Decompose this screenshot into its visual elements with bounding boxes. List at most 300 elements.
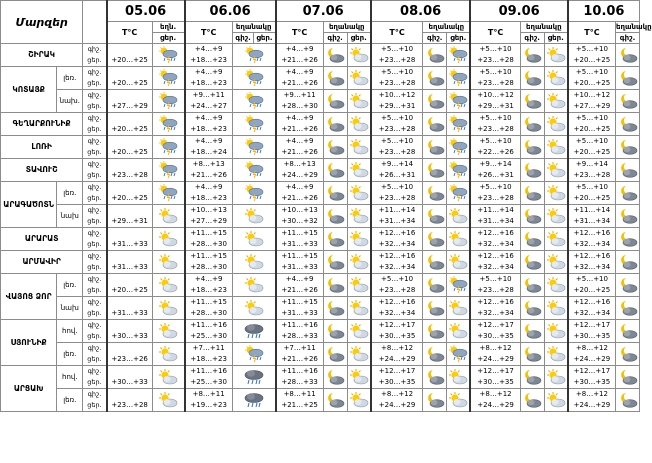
temp-cell (276, 182, 324, 205)
moon-cloud-icon (520, 228, 544, 251)
moon-cloud-icon (616, 67, 640, 90)
temp-day: +20…+25 (573, 125, 611, 133)
temp-day: +30…+33 (111, 378, 148, 386)
temp-night: +12…+16 (477, 229, 514, 237)
sun-cloud-icon (232, 251, 275, 274)
rain-cloud-icon (232, 389, 275, 412)
temp-night: +9…+11 (192, 91, 225, 99)
sun-cloud-icon (347, 297, 371, 320)
temp-night (108, 297, 152, 308)
temp-night: +11…+16 (190, 367, 227, 375)
temp-day: +21…+26 (190, 171, 227, 179)
temp-night: +9…+11 (283, 91, 316, 99)
temp-day: +30…+33 (111, 332, 148, 340)
sun-thunder-rain-icon (232, 90, 275, 113)
temp-day: +31…+33 (281, 263, 318, 271)
temp-day: +31…+34 (573, 217, 611, 225)
period-label: գիշ. (323, 33, 347, 44)
period-day: ցեր. (87, 56, 102, 64)
temp-day: +20…+25 (111, 56, 148, 64)
temp-cell (568, 297, 616, 320)
region-name: ԳԵՂԱՐՔՈՒՆԻՔ (1, 113, 83, 136)
temp-cell (107, 251, 152, 274)
temp-cell (276, 297, 324, 320)
temp-night: +4…+9 (285, 68, 314, 76)
moon-cloud-icon (616, 113, 640, 136)
temp-night (108, 44, 152, 55)
period-cell (83, 251, 107, 274)
subregion-label: նախ (57, 205, 83, 228)
temp-night (108, 205, 152, 216)
period-label: ցեր. (347, 33, 371, 44)
temp-day: +19…+23 (190, 401, 227, 409)
subregion-label: հով. (57, 366, 83, 389)
temp-night: +12…+16 (378, 252, 416, 260)
temp-day: +21…+25 (281, 401, 318, 409)
period-cell (83, 67, 107, 90)
temp-day: +32…+34 (573, 263, 611, 271)
temp-cell (107, 136, 152, 159)
temp-cell (185, 320, 233, 343)
temp-cell (568, 320, 616, 343)
temp-cell (470, 228, 520, 251)
table-row (1, 389, 640, 412)
temp-cell (185, 90, 233, 113)
temp-cell (470, 251, 520, 274)
period-cell (83, 274, 107, 297)
moon-cloud-icon (520, 251, 544, 274)
period-cell (83, 113, 107, 136)
temp-night: +4…+9 (194, 183, 223, 191)
moon-cloud-icon (616, 297, 640, 320)
sun-thunder-rain-icon (152, 113, 184, 136)
moon-cloud-icon (520, 90, 544, 113)
temp-cell (371, 320, 423, 343)
temp-night (108, 366, 152, 377)
sun-thunder-rain-icon (232, 343, 275, 366)
temp-cell (470, 90, 520, 113)
temp-night: +12…+16 (573, 298, 611, 306)
temp-day: +23…+28 (477, 79, 514, 87)
temp-day: +31…+33 (281, 309, 318, 317)
region-name: ՍՅՈՒՆԻՔ (1, 320, 57, 366)
temp-cell (371, 182, 423, 205)
period-day: ցեր. (87, 309, 102, 317)
temp-night: +5…+10 (575, 68, 608, 76)
table-row (1, 182, 640, 205)
moon-cloud-icon (520, 113, 544, 136)
sun-thunder-rain-icon (232, 182, 275, 205)
date-header: 09.06 (470, 1, 567, 22)
temp-cell (470, 320, 520, 343)
temp-day: +30…+35 (378, 332, 416, 340)
moon-cloud-icon (423, 90, 447, 113)
table-row (1, 297, 640, 320)
temp-night (108, 228, 152, 239)
period-cell (83, 389, 107, 412)
moon-cloud-icon (520, 44, 544, 67)
temp-night: +11…+15 (281, 229, 318, 237)
temp-night: +4…+9 (285, 45, 314, 53)
table-row (1, 113, 640, 136)
temp-cell (371, 113, 423, 136)
temp-day: +24…+29 (477, 355, 514, 363)
temp-cell (470, 366, 520, 389)
sun-thunder-rain-icon (232, 113, 275, 136)
period-night: գիշ. (87, 298, 102, 306)
moon-cloud-icon (323, 90, 347, 113)
sun-cloud-icon (232, 205, 275, 228)
period-night: գիշ. (87, 229, 102, 237)
moon-cloud-icon (423, 136, 447, 159)
sun-cloud-icon (152, 205, 184, 228)
temp-cell (276, 159, 324, 182)
moon-cloud-icon (423, 343, 447, 366)
temp-cell (371, 274, 423, 297)
temp-day: +21…+26 (281, 56, 318, 64)
temp-night: +5…+10 (479, 45, 512, 53)
table-row (1, 343, 640, 366)
sun-cloud-icon (544, 44, 568, 67)
region-name: ԼՈՌԻ (1, 136, 83, 159)
sun-cloud-icon (544, 67, 568, 90)
temp-night: +8…+11 (283, 390, 316, 398)
sun-cloud-icon (347, 159, 371, 182)
date-header: 06.06 (185, 1, 276, 22)
temp-cell (276, 366, 324, 389)
temp-cell (185, 297, 233, 320)
temp-day: +21…+26 (281, 355, 318, 363)
period-cell (83, 366, 107, 389)
temp-night: +12…+16 (573, 229, 611, 237)
sun-cloud-icon (544, 205, 568, 228)
temp-day: +28…+33 (281, 332, 318, 340)
period-night: գիշ. (87, 321, 102, 329)
moon-cloud-icon (520, 182, 544, 205)
sun-cloud-icon (544, 366, 568, 389)
temp-night: +5…+10 (575, 114, 608, 122)
temp-cell (371, 343, 423, 366)
temp-day: +18…+23 (190, 194, 227, 202)
temp-cell (371, 366, 423, 389)
weather-header: եղանակը (232, 22, 275, 33)
temp-day: +20…+25 (111, 125, 148, 133)
temp-night: +5…+10 (381, 137, 414, 145)
moon-cloud-icon (616, 44, 640, 67)
temp-day: +30…+35 (573, 332, 611, 340)
table-row (1, 44, 640, 67)
period-day: ցեր. (87, 148, 102, 156)
temp-night: +5…+10 (381, 114, 414, 122)
date-header: 10.06 (568, 1, 640, 22)
sun-cloud-icon (544, 320, 568, 343)
sun-cloud-icon (447, 251, 471, 274)
temp-day: +18…+23 (190, 79, 227, 87)
temp-cell (470, 182, 520, 205)
period-night: գիշ. (87, 275, 102, 283)
temp-cell (470, 274, 520, 297)
temp-day: +20…+25 (111, 194, 148, 202)
sun-cloud-icon (544, 274, 568, 297)
temp-cell (276, 90, 324, 113)
temp-day: +30…+35 (477, 378, 514, 386)
moon-cloud-icon (423, 67, 447, 90)
sun-cloud-icon (544, 389, 568, 412)
temp-night: +11…+16 (281, 367, 318, 375)
period-day: ցեր. (87, 125, 102, 133)
moon-cloud-icon (616, 228, 640, 251)
temp-night: +4…+9 (194, 68, 223, 76)
temp-night (108, 274, 152, 285)
period-cell (83, 90, 107, 113)
moon-cloud-icon (520, 320, 544, 343)
period-cell (83, 159, 107, 182)
sun-cloud-icon (347, 343, 371, 366)
temp-day: +24…+29 (573, 355, 611, 363)
sun-cloud-icon (347, 274, 371, 297)
table-row (1, 90, 640, 113)
temp-night: +5…+10 (381, 68, 414, 76)
temp-cell (568, 274, 616, 297)
temp-cell (185, 67, 233, 90)
temp-night: +10…+13 (190, 206, 227, 214)
sun-cloud-icon (152, 320, 184, 343)
temp-night: +5…+10 (381, 275, 414, 283)
period-night: գիշ. (87, 137, 102, 145)
period-day: ցեր. (87, 286, 102, 294)
region-name: ՏԱՎՈՒՇ (1, 159, 83, 182)
temp-night: +5…+10 (479, 183, 512, 191)
moon-cloud-icon (323, 343, 347, 366)
regions-title: Մարզեր (1, 1, 83, 44)
temp-night: +4…+9 (285, 114, 314, 122)
temp-night: +8…+12 (479, 390, 512, 398)
moon-cloud-icon (323, 136, 347, 159)
temp-cell (371, 389, 423, 412)
moon-cloud-icon (423, 320, 447, 343)
temp-cell (185, 389, 233, 412)
temp-day: +32…+34 (477, 240, 514, 248)
temp-cell (276, 67, 324, 90)
temp-night: +12…+16 (378, 229, 416, 237)
temp-day: +21…+26 (281, 125, 318, 133)
temp-unit-header: T°C (470, 22, 520, 44)
temp-cell (568, 205, 616, 228)
moon-cloud-icon (520, 389, 544, 412)
temp-unit-header: T°C (185, 22, 233, 44)
period-night: գիշ. (87, 183, 102, 191)
temp-day: +31…+33 (111, 240, 148, 248)
temp-cell (470, 389, 520, 412)
temp-cell (568, 343, 616, 366)
temp-day: +18…+23 (190, 56, 227, 64)
temp-cell (371, 251, 423, 274)
temp-cell (276, 320, 324, 343)
temp-day: +20…+25 (573, 148, 611, 156)
temp-cell (470, 44, 520, 67)
temp-day: +20…+25 (573, 79, 611, 87)
temp-day: +32…+34 (477, 309, 514, 317)
temp-cell (276, 389, 324, 412)
period-header (83, 1, 107, 44)
temp-day: +23…+28 (477, 125, 514, 133)
temp-day: +28…+30 (190, 240, 227, 248)
moon-cloud-icon (423, 251, 447, 274)
sun-thunder-rain-icon (152, 90, 184, 113)
moon-cloud-icon (520, 67, 544, 90)
region-name: ԱՐՑԱԽ (1, 366, 57, 412)
temp-cell (107, 228, 152, 251)
temp-night: +11…+15 (281, 298, 318, 306)
subregion-label: նախ (57, 297, 83, 320)
region-name: ԱՐԱՐԱՏ (1, 228, 83, 251)
period-cell (83, 297, 107, 320)
temp-day: +18…+23 (190, 125, 227, 133)
period-day: ցեր. (87, 263, 102, 271)
temp-day: +27…+29 (111, 102, 148, 110)
moon-cloud-icon (423, 205, 447, 228)
sun-cloud-icon (152, 389, 184, 412)
temp-night: +4…+9 (285, 183, 314, 191)
temp-day: +24…+29 (281, 171, 318, 179)
moon-cloud-icon (520, 205, 544, 228)
temp-night: +5…+10 (575, 137, 608, 145)
temp-day: +20…+25 (573, 286, 611, 294)
temp-night: +9…+14 (575, 160, 608, 168)
sun-cloud-icon (544, 297, 568, 320)
period-label: ցեր. (447, 33, 471, 44)
temp-night: +11…+16 (190, 321, 227, 329)
temp-cell (107, 44, 152, 67)
temp-day: +32…+34 (573, 309, 611, 317)
temp-cell (185, 251, 233, 274)
temp-day: +23…+28 (477, 194, 514, 202)
temp-cell (470, 343, 520, 366)
region-name: ԱՐԱԳԱԾՈՏՆ (1, 182, 57, 228)
temp-night: +7…+11 (283, 344, 316, 352)
region-name: ԿՈՏԱՅՔ (1, 67, 57, 113)
sun-cloud-icon (347, 44, 371, 67)
temp-day: +30…+32 (281, 217, 318, 225)
temp-cell (107, 389, 152, 412)
subregion-label: լեռ. (57, 343, 83, 366)
period-day: ցեր. (87, 378, 102, 386)
temp-night: +12…+16 (573, 252, 611, 260)
moon-cloud-icon (616, 366, 640, 389)
sun-cloud-icon (447, 297, 471, 320)
table-row (1, 320, 640, 343)
sun-thunder-rain-icon (152, 159, 184, 182)
temp-night: +8…+13 (283, 160, 316, 168)
sun-cloud-icon (152, 343, 184, 366)
temp-cell (371, 90, 423, 113)
sun-cloud-icon (152, 251, 184, 274)
temp-night: +7…+11 (192, 344, 225, 352)
temp-cell (276, 343, 324, 366)
sun-cloud-icon (232, 274, 275, 297)
moon-cloud-icon (423, 113, 447, 136)
sun-cloud-icon (447, 228, 471, 251)
temp-cell (185, 136, 233, 159)
period-label: ցեր. (544, 33, 568, 44)
temp-day: +21…+26 (281, 286, 318, 294)
subregion-label: լեռ. (57, 274, 83, 297)
sun-cloud-icon (544, 90, 568, 113)
moon-cloud-icon (616, 90, 640, 113)
temp-cell (107, 320, 152, 343)
temp-cell (185, 113, 233, 136)
period-cell (83, 343, 107, 366)
moon-cloud-icon (520, 274, 544, 297)
temp-cell (470, 67, 520, 90)
temp-cell (568, 159, 616, 182)
period-label: գիշ. (616, 33, 640, 44)
period-day: ցեր. (87, 171, 102, 179)
moon-cloud-icon (323, 389, 347, 412)
temp-day: +27…+29 (573, 102, 611, 110)
temp-night (108, 113, 152, 124)
temp-night: +12…+16 (477, 298, 514, 306)
temp-night: +11…+15 (281, 252, 318, 260)
period-night: գիշ. (87, 252, 102, 260)
temp-night: +5…+10 (381, 45, 414, 53)
temp-day: +21…+26 (281, 148, 318, 156)
temp-day: +28…+30 (190, 309, 227, 317)
period-label: ցեր. (254, 33, 276, 44)
moon-cloud-icon (323, 67, 347, 90)
temp-day: +28…+30 (281, 102, 318, 110)
table-row (1, 251, 640, 274)
moon-cloud-icon (323, 44, 347, 67)
sun-thunder-rain-icon (447, 67, 471, 90)
period-label: ցեր. (152, 33, 184, 44)
moon-cloud-icon (423, 159, 447, 182)
table-row (1, 67, 640, 90)
temp-cell (185, 366, 233, 389)
date-header: 05.06 (107, 1, 185, 22)
temp-night: +5…+10 (479, 68, 512, 76)
temp-night (108, 251, 152, 262)
temp-day: +29…+31 (111, 217, 148, 225)
moon-cloud-icon (323, 228, 347, 251)
date-header: 07.06 (276, 1, 371, 22)
temp-night: +12…+16 (378, 298, 416, 306)
temp-day: +24…+27 (190, 102, 227, 110)
temp-night: +8…+12 (381, 344, 414, 352)
period-night: գիշ. (87, 344, 102, 352)
sun-cloud-icon (447, 205, 471, 228)
sun-cloud-icon (447, 366, 471, 389)
moon-cloud-icon (423, 44, 447, 67)
temp-day: +23…+28 (378, 286, 416, 294)
temp-cell (371, 136, 423, 159)
temp-day: +20…+25 (573, 56, 611, 64)
sun-cloud-icon (544, 136, 568, 159)
sun-cloud-icon (347, 113, 371, 136)
temp-day: +23…+28 (573, 171, 611, 179)
temp-cell (470, 159, 520, 182)
temp-night: +4…+9 (194, 114, 223, 122)
temp-night: +8…+13 (192, 160, 225, 168)
period-day: ցեր. (87, 355, 102, 363)
temp-day: +23…+28 (477, 286, 514, 294)
period-night: գիշ. (87, 367, 102, 375)
temp-cell (276, 136, 324, 159)
period-cell (83, 136, 107, 159)
sun-thunder-rain-icon (447, 343, 471, 366)
temp-night: +11…+15 (190, 252, 227, 260)
temp-day: +28…+30 (190, 263, 227, 271)
